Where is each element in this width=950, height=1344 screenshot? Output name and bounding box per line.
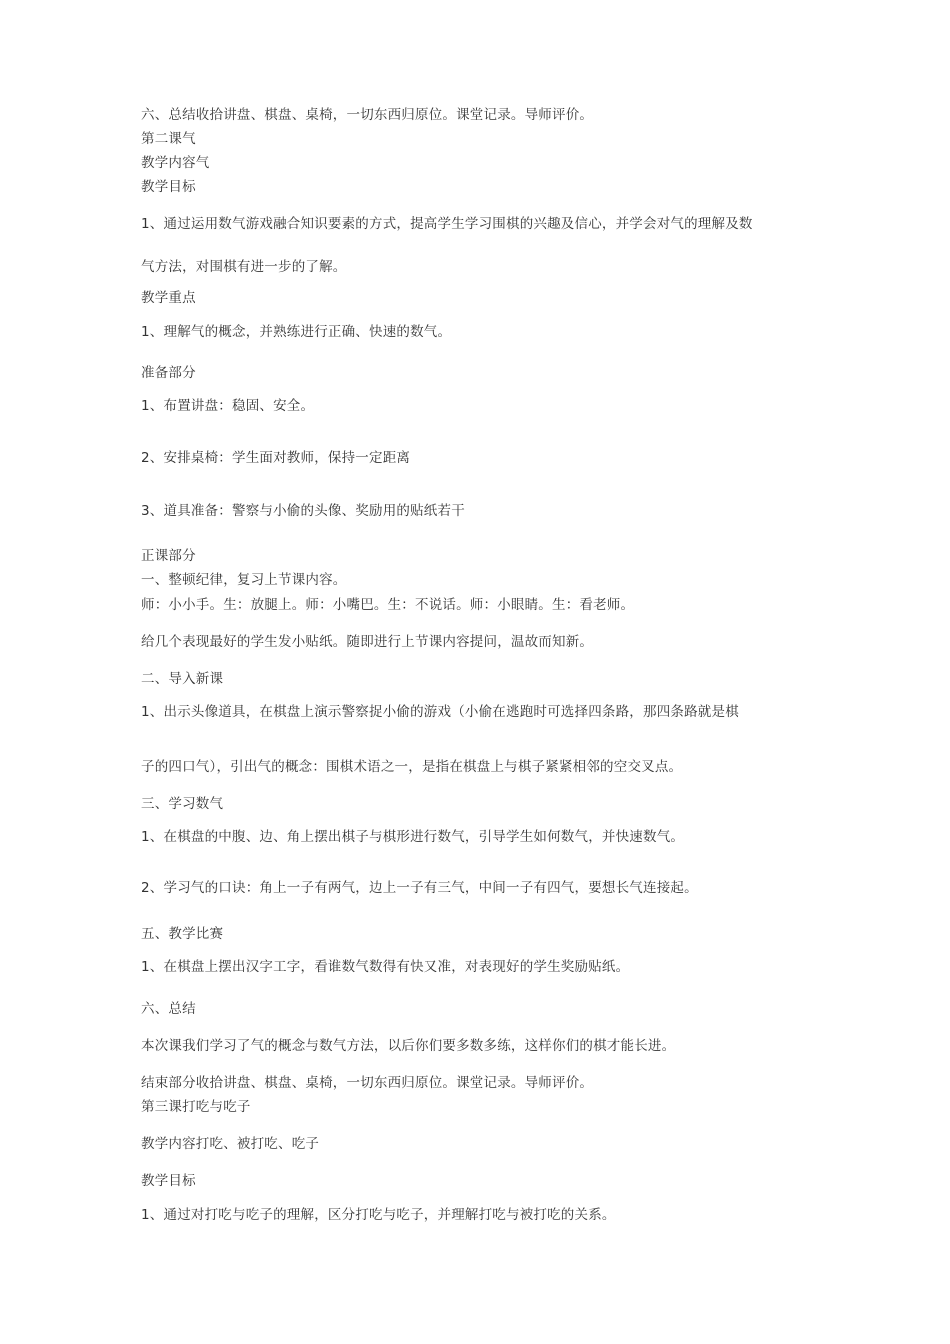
section-heading: 教学重点 [141, 290, 196, 306]
text-line: 气方法，对围棋有进一步的了解。 [141, 259, 347, 275]
text-line: 结束部分收拾讲盘、棋盘、桌椅，一切东西归原位。课堂记录。导师评价。 [141, 1075, 594, 1091]
text-line: 1、出示头像道具，在棋盘上演示警察捉小偷的游戏（小偷在逃跑时可选择四条路，那四条路就是棋 [141, 704, 739, 720]
text-line: 1、布置讲盘：稳固、安全。 [141, 398, 315, 414]
section-heading: 三、学习数气 [141, 796, 224, 812]
text-line: 一、整顿纪律，复习上节课内容。 [141, 572, 347, 588]
section-heading: 教学目标 [141, 1173, 196, 1189]
text-line: 2、学习气的口诀：角上一子有两气，边上一子有三气，中间一子有四气，要想长气连接起。 [141, 880, 698, 896]
section-heading: 教学目标 [141, 179, 196, 195]
text-line: 给几个表现最好的学生发小贴纸。随即进行上节课内容提问，温故而知新。 [141, 634, 594, 650]
text-line: 1、通过对打吃与吃子的理解，区分打吃与吃子，并理解打吃与被打吃的关系。 [141, 1207, 616, 1223]
text-line: 六、总结收拾讲盘、棋盘、桌椅，一切东西归原位。课堂记录。导师评价。 [141, 107, 594, 123]
section-heading: 准备部分 [141, 365, 196, 381]
text-line: 本次课我们学习了气的概念与数气方法，以后你们要多数多练，这样你们的棋才能长进。 [141, 1038, 676, 1054]
section-heading: 二、导入新课 [141, 671, 224, 687]
section-heading: 五、教学比赛 [141, 926, 224, 942]
text-line: 1、在棋盘的中腹、边、角上摆出棋子与棋形进行数气，引导学生如何数气，并快速数气。 [141, 829, 685, 845]
section-heading: 六、总结 [141, 1001, 196, 1017]
text-line: 师：小小手。生：放腿上。师：小嘴巴。生：不说话。师：小眼睛。生：看老师。 [141, 597, 635, 613]
text-line: 1、在棋盘上摆出汉字工字，看谁数气数得有快又准，对表现好的学生奖励贴纸。 [141, 959, 630, 975]
text-line: 2、安排桌椅：学生面对教师，保持一定距离 [141, 450, 411, 466]
section-heading: 教学内容气 [141, 155, 210, 171]
text-line: 子的四口气），引出气的概念：围棋术语之一，是指在棋盘上与棋子紧紧相邻的空交叉点。 [141, 759, 683, 775]
text-line: 3、道具准备：警察与小偷的头像、奖励用的贴纸若干 [141, 503, 465, 519]
section-heading: 教学内容打吃、被打吃、吃子 [141, 1136, 320, 1152]
text-line: 1、理解气的概念，并熟练进行正确、快速的数气。 [141, 324, 452, 340]
lesson-title: 第三课打吃与吃子 [141, 1099, 251, 1115]
lesson-title: 第二课气 [141, 131, 196, 147]
text-line: 1、通过运用数气游戏融合知识要素的方式，提高学生学习围棋的兴趣及信心，并学会对气的理解及数 [141, 216, 753, 232]
section-heading: 正课部分 [141, 548, 196, 564]
